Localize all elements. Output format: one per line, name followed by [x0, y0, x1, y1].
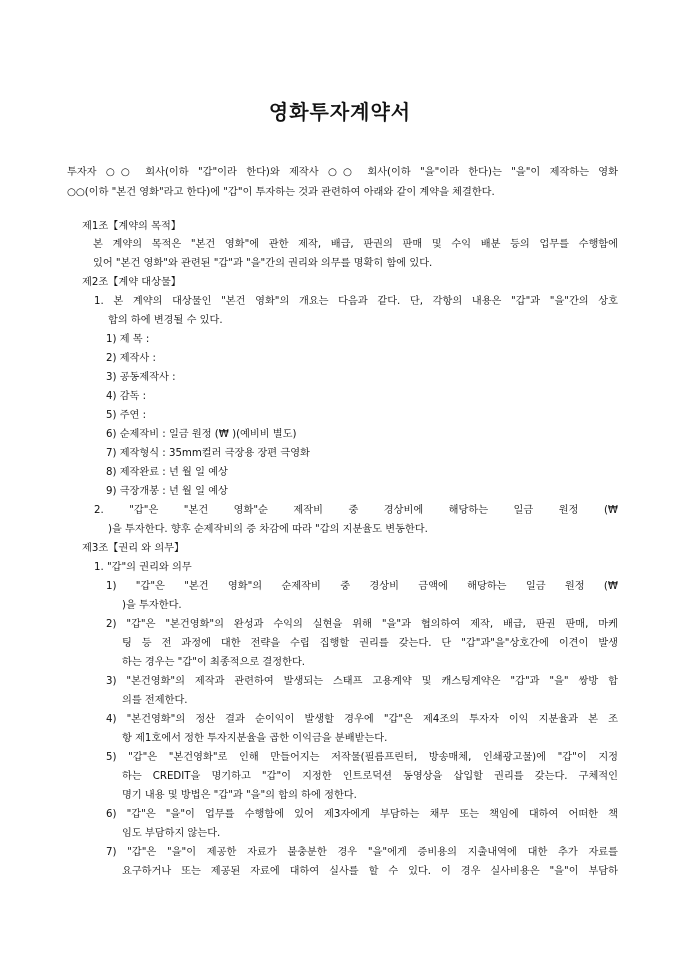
list-item: 명기 내용 및 방법은 "갑"과 "을"의 합의 하에 정한다.: [122, 790, 357, 801]
list-item: 4) "본건영화"의 정산 결과 순이익이 발생할 경우에 "갑"은 제4조의 투자자 이익 지분율과 본 조: [106, 714, 618, 725]
list-item: 3) 공동제작사 :: [106, 372, 176, 383]
list-item: 6) 순제작비 : 일금 원정 (₩ )(예비비 별도): [106, 429, 297, 440]
list-item: 요구하거나 또는 제공된 자료에 대하여 실사를 할 수 있다. 이 경우 실사비용은 "을"이 부담하: [122, 866, 618, 877]
list-item: 7) "갑"은 "을"이 제공한 자료가 불충분한 경우 "을"에게 증비용의 지출내역에 대한 추가 자료를: [106, 847, 618, 858]
list-item: 3) "본건영화"의 제작과 관련하여 발생되는 스태프 고용계약 및 캐스팅계약은 "갑"과 "을" 쌍방 합: [106, 676, 618, 687]
list-item: 6) "갑"은 "을"이 업무를 수행함에 있어 제3자에게 부담하는 채무 또는 책임에 대하여 어떠한 책: [106, 809, 618, 820]
article-2-paragraph: 2. "갑"은 "본건 영화"순 제작비 중 경상비에 해당하는 일금 원정 (₩: [94, 505, 618, 516]
list-item: 의를 전제한다.: [122, 695, 188, 706]
list-item: 8) 제작완료 : 년 월 일 예상: [106, 467, 228, 478]
article-2-heading: 제2조【계약 대상물】: [82, 277, 181, 288]
article-3-subheading: 1. "갑"의 권리와 의무: [94, 562, 192, 573]
article-1-heading: 제1조【계약의 목적】: [82, 221, 181, 232]
list-item: 5) 주연 :: [106, 410, 147, 421]
list-item: 7) 제작형식 : 35mm컬러 극장용 장편 극영화: [106, 448, 310, 459]
preamble-line: ○○(이하 "본건 영화"라고 한다)에 "갑"이 투자하는 것과 관련하여 아래와 같이 계약을 체결한다.: [67, 187, 495, 198]
list-item: 5) "갑"은 "본건영화"로 인해 만들어지는 저작물(필름프린터, 방송매체, 인쇄광고물)에 "갑"이 지정: [106, 752, 618, 763]
list-item: 1) 제 목 :: [106, 334, 150, 345]
list-item: 하는 경우는 "갑"이 최종적으로 결정한다.: [122, 657, 306, 668]
article-2-paragraph: 합의 하에 변경될 수 있다.: [108, 315, 223, 326]
article-1-text: 있어 "본건 영화"와 관련된 "갑"과 "을"간의 권리와 의무를 명확히 함에 있다.: [93, 258, 433, 269]
article-3-heading: 제3조【권리 와 의무】: [82, 543, 185, 554]
preamble-line: 투자자 ○○ 회사(이하 "갑"이라 한다)와 제작사 ○○ 회사(이하 "을"이라 한다)는 "을"이 제작하는 영화: [67, 167, 618, 178]
list-item: )을 투자한다.: [122, 600, 182, 611]
list-item: 2) 제작사 :: [106, 353, 156, 364]
list-item: 2) "갑"은 "본건영화"의 완성과 수익의 실현을 위해 "을"과 협의하여 제작, 배급, 판권 판매, 마케: [106, 619, 618, 630]
article-2-paragraph: 1. 본 계약의 대상물인 "본건 영화"의 개요는 다음과 같다. 단, 각항의 내용은 "갑"과 "을"간의 상호: [94, 296, 618, 307]
list-item: 임도 부담하지 않는다.: [122, 828, 221, 839]
list-item: 4) 감독 :: [106, 391, 147, 402]
list-item: 팅 등 전 과정에 대한 전략을 수립 집행할 권리를 갖는다. 단 "갑"과"을"상호간에 이견이 발생: [122, 638, 618, 649]
article-1-text: 본 계약의 목적은 "본건 영화"에 관한 제작, 배급, 판권의 판매 및 수익 배분 등의 업무를 수행함에: [93, 239, 618, 250]
list-item: 항 제1호에서 정한 투자지분율을 곱한 이익금을 분배받는다.: [122, 733, 388, 744]
document-title: 영화투자계약서: [268, 100, 412, 124]
article-2-paragraph: )을 투자한다. 향후 순제작비의 증 차감에 따라 "갑의 지분율도 변동한다.: [108, 524, 428, 535]
list-item: 하는 CREDIT을 명기하고 "갑"이 지정한 인트로덕션 동영상을 삽입할 권리를 갖는다. 구체적인: [122, 771, 618, 782]
list-item: 9) 극장개봉 : 년 월 일 예상: [106, 486, 228, 497]
list-item: 1) "갑"은 "본건 영화"의 순제작비 중 경상비 금액에 해당하는 일금 원정 (₩: [106, 581, 618, 592]
